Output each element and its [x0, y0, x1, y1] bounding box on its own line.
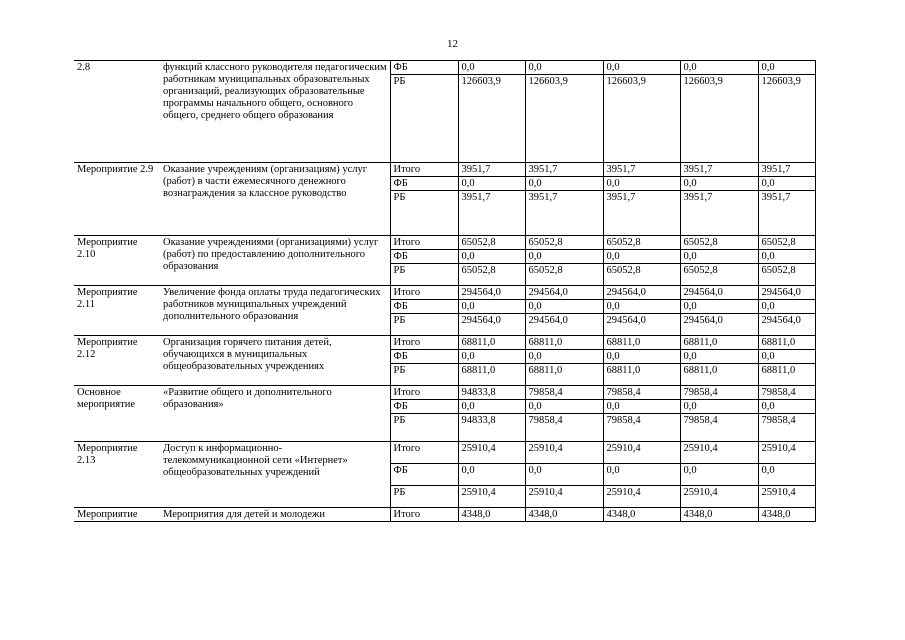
table-row	[74, 336, 815, 350]
value-cell: 0,0	[758, 61, 815, 75]
value-cell: 0,0	[525, 61, 603, 75]
value-cell: 79858,4	[603, 414, 680, 442]
value-cell: 3951,7	[525, 191, 603, 236]
table-row	[74, 236, 815, 250]
source-cell: ФБ	[390, 300, 458, 314]
value-cell: 25910,4	[603, 442, 680, 464]
table-row	[74, 163, 815, 177]
value-cell: 0,0	[525, 400, 603, 414]
source-cell: РБ	[390, 364, 458, 386]
value-cell: 25910,4	[603, 486, 680, 508]
row-code: Основное мероприятие	[74, 386, 160, 442]
value-cell: 79858,4	[680, 386, 758, 400]
source-cell: РБ	[390, 191, 458, 236]
value-cell: 25910,4	[758, 486, 815, 508]
value-cell: 65052,8	[458, 236, 525, 250]
value-cell: 79858,4	[525, 386, 603, 400]
value-cell: 68811,0	[680, 364, 758, 386]
value-cell: 0,0	[603, 464, 680, 486]
source-cell: РБ	[390, 75, 458, 163]
row-name: Оказание учреждениям (организациям) услуг (работ) в части ежемесячного денежного вознаграждения за классное руководство	[160, 163, 390, 236]
source-cell: ФБ	[390, 61, 458, 75]
value-cell: 65052,8	[603, 264, 680, 286]
row-name: функций классного руководителя педагогическим работникам муниципальных образовательных организаций, реализующих образовательные программы начального общего, основного общего, среднего общего образования	[160, 61, 390, 163]
value-cell: 0,0	[603, 300, 680, 314]
value-cell: 294564,0	[758, 314, 815, 336]
value-cell: 68811,0	[603, 364, 680, 386]
table-row	[74, 442, 815, 464]
value-cell: 25910,4	[680, 486, 758, 508]
value-cell: 65052,8	[458, 264, 525, 286]
value-cell: 3951,7	[680, 191, 758, 236]
value-cell: 0,0	[680, 400, 758, 414]
value-cell: 25910,4	[458, 486, 525, 508]
table-row	[74, 386, 815, 400]
value-cell: 65052,8	[525, 236, 603, 250]
value-cell: 0,0	[758, 350, 815, 364]
value-cell: 294564,0	[525, 286, 603, 300]
source-cell: ФБ	[390, 464, 458, 486]
source-cell: РБ	[390, 264, 458, 286]
value-cell: 3951,7	[458, 191, 525, 236]
value-cell: 3951,7	[758, 191, 815, 236]
value-cell: 0,0	[758, 177, 815, 191]
value-cell: 3951,7	[603, 163, 680, 177]
value-cell: 4348,0	[680, 508, 758, 522]
value-cell: 0,0	[758, 300, 815, 314]
value-cell: 126603,9	[758, 75, 815, 163]
value-cell: 3951,7	[680, 163, 758, 177]
value-cell: 25910,4	[525, 486, 603, 508]
value-cell: 65052,8	[603, 236, 680, 250]
value-cell: 68811,0	[603, 336, 680, 350]
row-name: Доступ к информационно-телекоммуникационной сети «Интернет» общеобразовательных учреждений	[160, 442, 390, 508]
value-cell: 0,0	[603, 61, 680, 75]
value-cell: 0,0	[458, 61, 525, 75]
source-cell: Итого	[390, 286, 458, 300]
value-cell: 79858,4	[525, 414, 603, 442]
row-code: Мероприятие 2.9	[74, 163, 160, 236]
value-cell: 0,0	[458, 350, 525, 364]
source-cell: РБ	[390, 314, 458, 336]
value-cell: 0,0	[680, 61, 758, 75]
value-cell: 68811,0	[458, 364, 525, 386]
source-cell: ФБ	[390, 250, 458, 264]
value-cell: 126603,9	[680, 75, 758, 163]
source-cell: Итого	[390, 236, 458, 250]
value-cell: 0,0	[525, 350, 603, 364]
source-cell: Итого	[390, 163, 458, 177]
value-cell: 0,0	[680, 177, 758, 191]
value-cell: 3951,7	[525, 163, 603, 177]
row-name: Организация горячего питания детей, обучающихся в муниципальных общеобразовательных учреждениях	[160, 336, 390, 386]
value-cell: 294564,0	[603, 286, 680, 300]
value-cell: 0,0	[680, 350, 758, 364]
value-cell: 3951,7	[758, 163, 815, 177]
value-cell: 79858,4	[603, 386, 680, 400]
value-cell: 25910,4	[458, 442, 525, 464]
row-name: Мероприятия для детей и молодежи	[160, 508, 390, 522]
source-cell: ФБ	[390, 350, 458, 364]
value-cell: 65052,8	[525, 264, 603, 286]
value-cell: 79858,4	[758, 386, 815, 400]
value-cell: 0,0	[758, 464, 815, 486]
row-name: Оказание учреждениями (организациями) услуг (работ) по предоставлению дополнительного образования	[160, 236, 390, 286]
value-cell: 94833,8	[458, 386, 525, 400]
source-cell: Итого	[390, 508, 458, 522]
value-cell: 0,0	[525, 250, 603, 264]
source-cell: РБ	[390, 414, 458, 442]
row-code: Мероприятие 2.12	[74, 336, 160, 386]
value-cell: 0,0	[458, 400, 525, 414]
table-body	[74, 61, 815, 522]
table-row	[74, 508, 815, 522]
value-cell: 294564,0	[458, 314, 525, 336]
value-cell: 25910,4	[758, 442, 815, 464]
row-code: 2.8	[74, 61, 160, 163]
value-cell: 4348,0	[525, 508, 603, 522]
source-cell: Итого	[390, 386, 458, 400]
value-cell: 0,0	[603, 350, 680, 364]
value-cell: 25910,4	[525, 442, 603, 464]
source-cell: РБ	[390, 486, 458, 508]
value-cell: 294564,0	[525, 314, 603, 336]
row-code: Мероприятие 2.13	[74, 442, 160, 508]
value-cell: 68811,0	[680, 336, 758, 350]
value-cell: 68811,0	[525, 336, 603, 350]
value-cell: 0,0	[603, 250, 680, 264]
value-cell: 4348,0	[458, 508, 525, 522]
value-cell: 65052,8	[680, 264, 758, 286]
value-cell: 0,0	[603, 177, 680, 191]
value-cell: 294564,0	[458, 286, 525, 300]
value-cell: 0,0	[458, 177, 525, 191]
value-cell: 0,0	[525, 300, 603, 314]
value-cell: 79858,4	[758, 414, 815, 442]
value-cell: 0,0	[680, 250, 758, 264]
source-cell: ФБ	[390, 177, 458, 191]
value-cell: 68811,0	[525, 364, 603, 386]
value-cell: 294564,0	[680, 314, 758, 336]
value-cell: 68811,0	[758, 364, 815, 386]
value-cell: 0,0	[458, 464, 525, 486]
value-cell: 4348,0	[758, 508, 815, 522]
budget-table	[74, 60, 816, 522]
source-cell: Итого	[390, 442, 458, 464]
value-cell: 0,0	[458, 250, 525, 264]
row-code: Мероприятие	[74, 508, 160, 522]
value-cell: 68811,0	[758, 336, 815, 350]
table-row	[74, 286, 815, 300]
value-cell: 0,0	[458, 300, 525, 314]
value-cell: 65052,8	[758, 236, 815, 250]
row-name: «Развитие общего и дополнительного образования»	[160, 386, 390, 442]
value-cell: 0,0	[758, 250, 815, 264]
value-cell: 126603,9	[458, 75, 525, 163]
value-cell: 0,0	[680, 464, 758, 486]
value-cell: 126603,9	[525, 75, 603, 163]
value-cell: 3951,7	[458, 163, 525, 177]
value-cell: 294564,0	[758, 286, 815, 300]
value-cell: 0,0	[680, 300, 758, 314]
value-cell: 65052,8	[680, 236, 758, 250]
row-code: Мероприятие 2.10	[74, 236, 160, 286]
row-name: Увеличение фонда оплаты труда педагогических работников муниципальных учреждений дополнительного образования	[160, 286, 390, 336]
value-cell: 65052,8	[758, 264, 815, 286]
value-cell: 4348,0	[603, 508, 680, 522]
value-cell: 0,0	[525, 464, 603, 486]
value-cell: 294564,0	[680, 286, 758, 300]
source-cell: Итого	[390, 336, 458, 350]
source-cell: ФБ	[390, 400, 458, 414]
value-cell: 0,0	[758, 400, 815, 414]
value-cell: 3951,7	[603, 191, 680, 236]
row-code: Мероприятие 2.11	[74, 286, 160, 336]
value-cell: 126603,9	[603, 75, 680, 163]
page-number: 12	[447, 38, 458, 50]
value-cell: 0,0	[603, 400, 680, 414]
value-cell: 94833,8	[458, 414, 525, 442]
value-cell: 0,0	[525, 177, 603, 191]
table-row	[74, 61, 815, 75]
value-cell: 294564,0	[603, 314, 680, 336]
value-cell: 79858,4	[680, 414, 758, 442]
value-cell: 25910,4	[680, 442, 758, 464]
value-cell: 68811,0	[458, 336, 525, 350]
